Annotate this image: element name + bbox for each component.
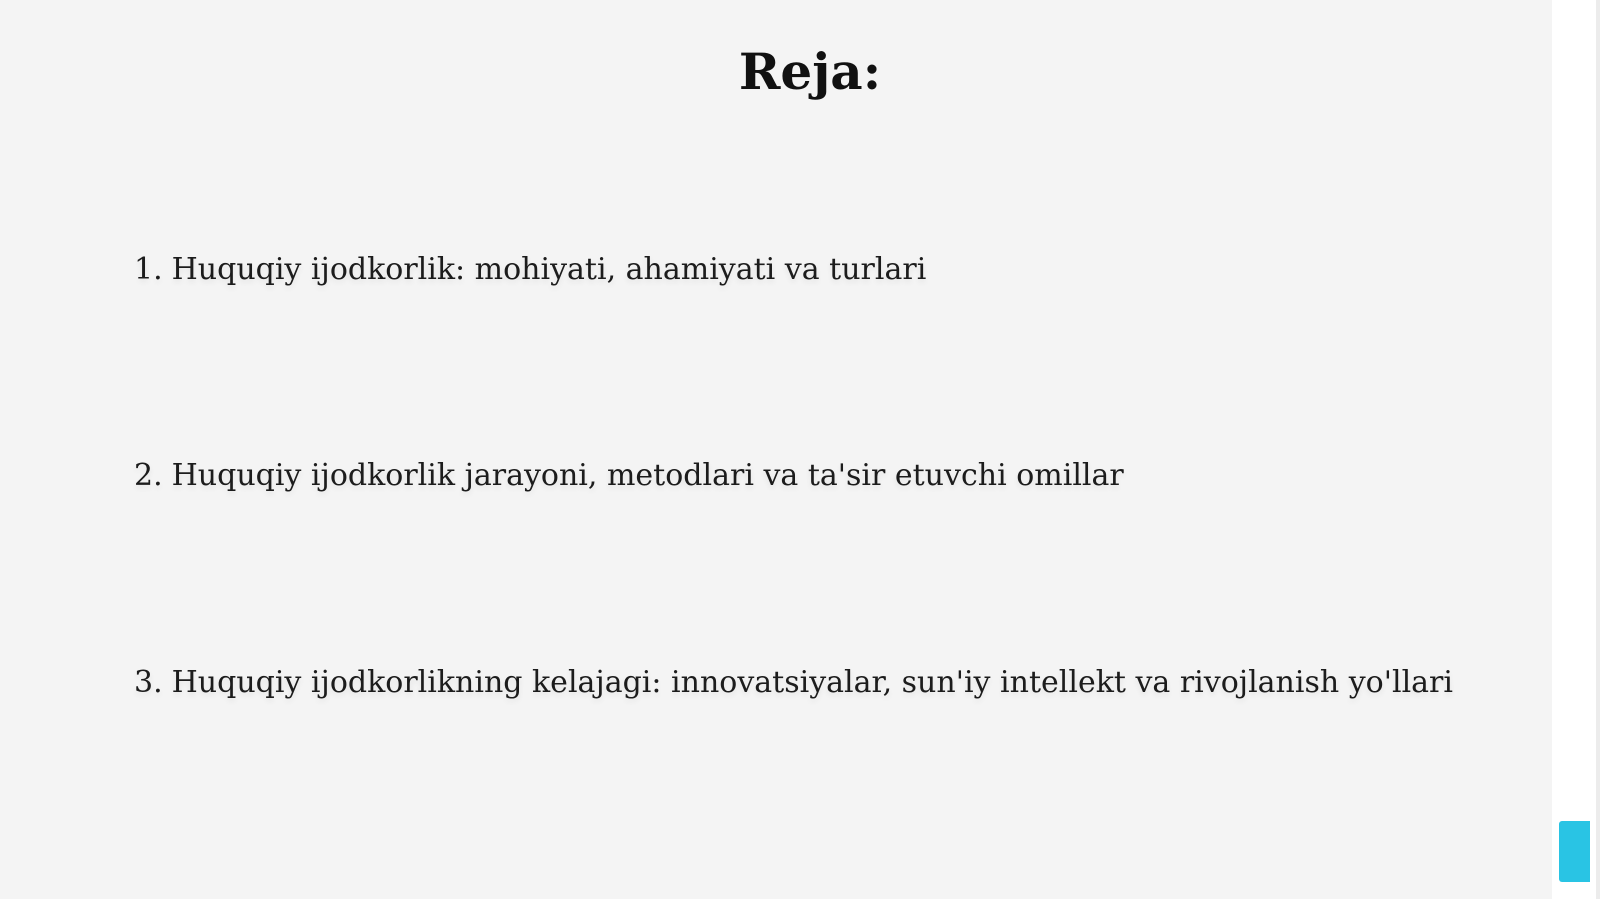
plan-item-text: Huquqiy ijodkorlikning kelajagi: innovatsiyalar, sun'iy intellekt va rivojlanish yo'llari (171, 665, 1453, 700)
plan-item-number: 2. (134, 458, 163, 493)
plan-item-number: 3. (134, 665, 163, 700)
plan-item-2 (134, 458, 1124, 494)
slide-title: Reja: (738, 42, 882, 101)
plan-item-1 (134, 252, 926, 288)
plan-item-text: Huquqiy ijodkorlik jarayoni, metodlari va ta'sir etuvchi omillar (171, 458, 1124, 493)
plan-item-text: Huquqiy ijodkorlik: mohiyati, ahamiyati va turlari (171, 252, 927, 287)
side-panel-strip (1552, 0, 1600, 899)
plan-item-number: 1. (134, 252, 163, 287)
side-accent-tab[interactable] (1559, 821, 1590, 882)
side-panel-edge (1596, 0, 1600, 899)
plan-item-3 (134, 665, 1453, 701)
